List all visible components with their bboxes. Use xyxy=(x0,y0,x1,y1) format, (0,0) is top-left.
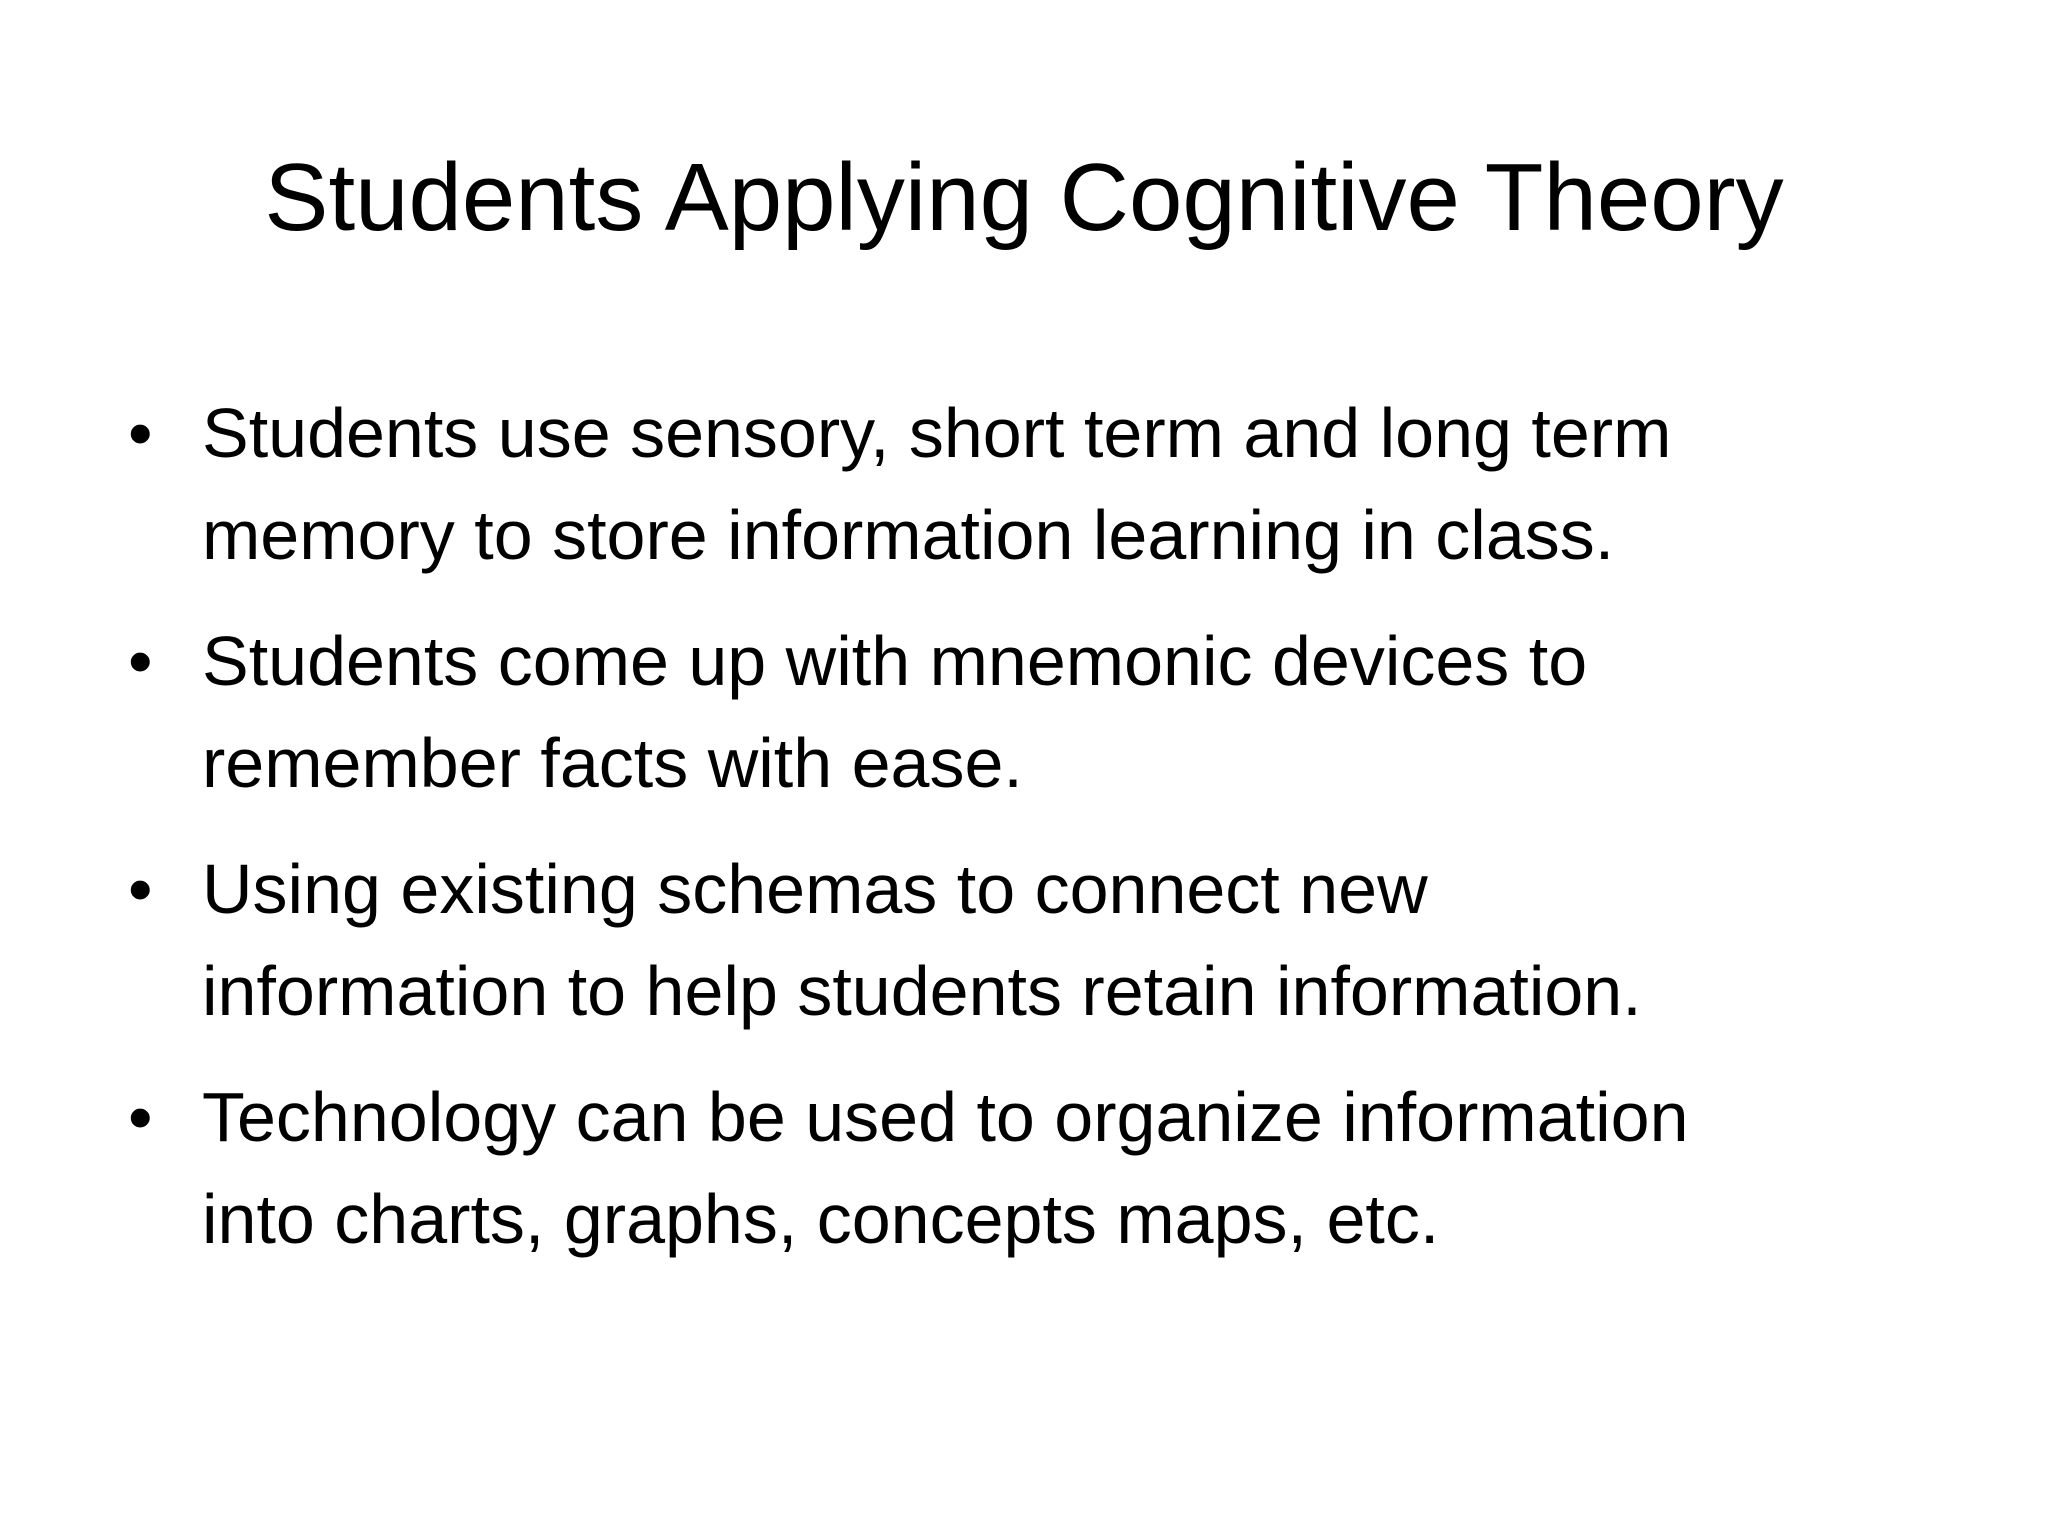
bullet-text-line: Students come up with mnemonic devices to xyxy=(202,622,1588,700)
bullet-text-line: Technology can be used to organize information xyxy=(202,1078,1689,1156)
slide-title: Students Applying Cognitive Theory xyxy=(264,144,1784,251)
bullet-dot-icon: • xyxy=(128,1078,153,1156)
bullet-list xyxy=(120,382,1920,1294)
bullet-text-line: information to help students retain information. xyxy=(202,952,1642,1030)
bullet-dot-icon: • xyxy=(128,622,153,700)
bullet-item-existing-schemas xyxy=(120,838,1920,1042)
bullet-item-mnemonic-devices xyxy=(120,610,1920,814)
bullet-text-line: Using existing schemas to connect new xyxy=(202,850,1428,928)
bullet-text-line: memory to store information learning in class. xyxy=(202,496,1615,574)
bullet-item-technology xyxy=(120,1066,1920,1270)
bullet-text-line: into charts, graphs, concepts maps, etc. xyxy=(202,1180,1440,1258)
bullet-text-line: remember facts with ease. xyxy=(202,724,1023,802)
bullet-item-sensory-memory xyxy=(120,382,1920,586)
bullet-dot-icon: • xyxy=(128,850,153,928)
bullet-dot-icon: • xyxy=(128,394,153,472)
bullet-text-line: Students use sensory, short term and long term xyxy=(202,394,1672,472)
